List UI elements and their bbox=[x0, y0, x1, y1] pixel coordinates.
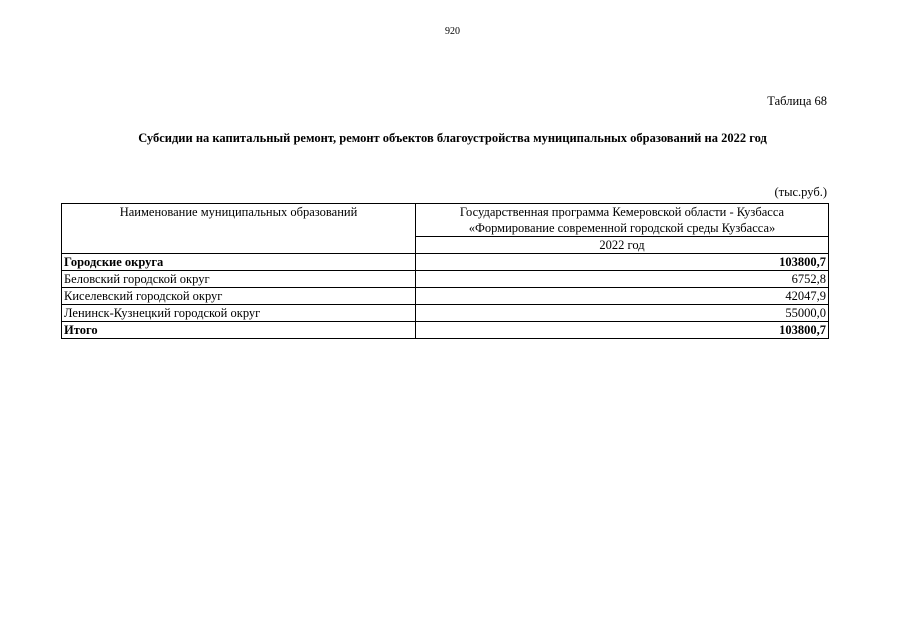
header-program-line2: «Формирование современной городской среды Кузбасса» bbox=[468, 221, 776, 235]
units-label: (тыс.руб.) bbox=[774, 185, 827, 199]
header-program-line1: Государственная программа Кемеровской области - Кузбасса bbox=[459, 205, 785, 219]
row-name: Беловский городской округ bbox=[62, 271, 416, 288]
row-value: 103800,7 bbox=[416, 254, 829, 271]
table-header-row bbox=[62, 204, 829, 237]
header-program-column bbox=[416, 204, 829, 237]
row-name: Городские округа bbox=[62, 254, 416, 271]
header-year: 2022 год bbox=[416, 237, 829, 254]
table-row bbox=[62, 288, 829, 305]
table-row bbox=[62, 271, 829, 288]
table-row bbox=[62, 305, 829, 322]
table-label: Таблица 68 bbox=[767, 94, 827, 108]
row-value: 42047,9 bbox=[416, 288, 829, 305]
header-name-column: Наименование муниципальных образований bbox=[62, 204, 416, 254]
table-row bbox=[62, 254, 829, 271]
row-value: 55000,0 bbox=[416, 305, 829, 322]
row-name: Киселевский городской округ bbox=[62, 288, 416, 305]
row-name: Итого bbox=[62, 322, 416, 339]
document-title: Субсидии на капитальный ремонт, ремонт объектов благоустройства муниципальных образований на 2022 год bbox=[138, 131, 767, 145]
row-value: 103800,7 bbox=[416, 322, 829, 339]
page-number: 920 bbox=[445, 26, 460, 37]
table-row-total bbox=[62, 322, 829, 339]
row-value: 6752,8 bbox=[416, 271, 829, 288]
row-name: Ленинск-Кузнецкий городской округ bbox=[62, 305, 416, 322]
subsidies-table bbox=[61, 203, 829, 339]
